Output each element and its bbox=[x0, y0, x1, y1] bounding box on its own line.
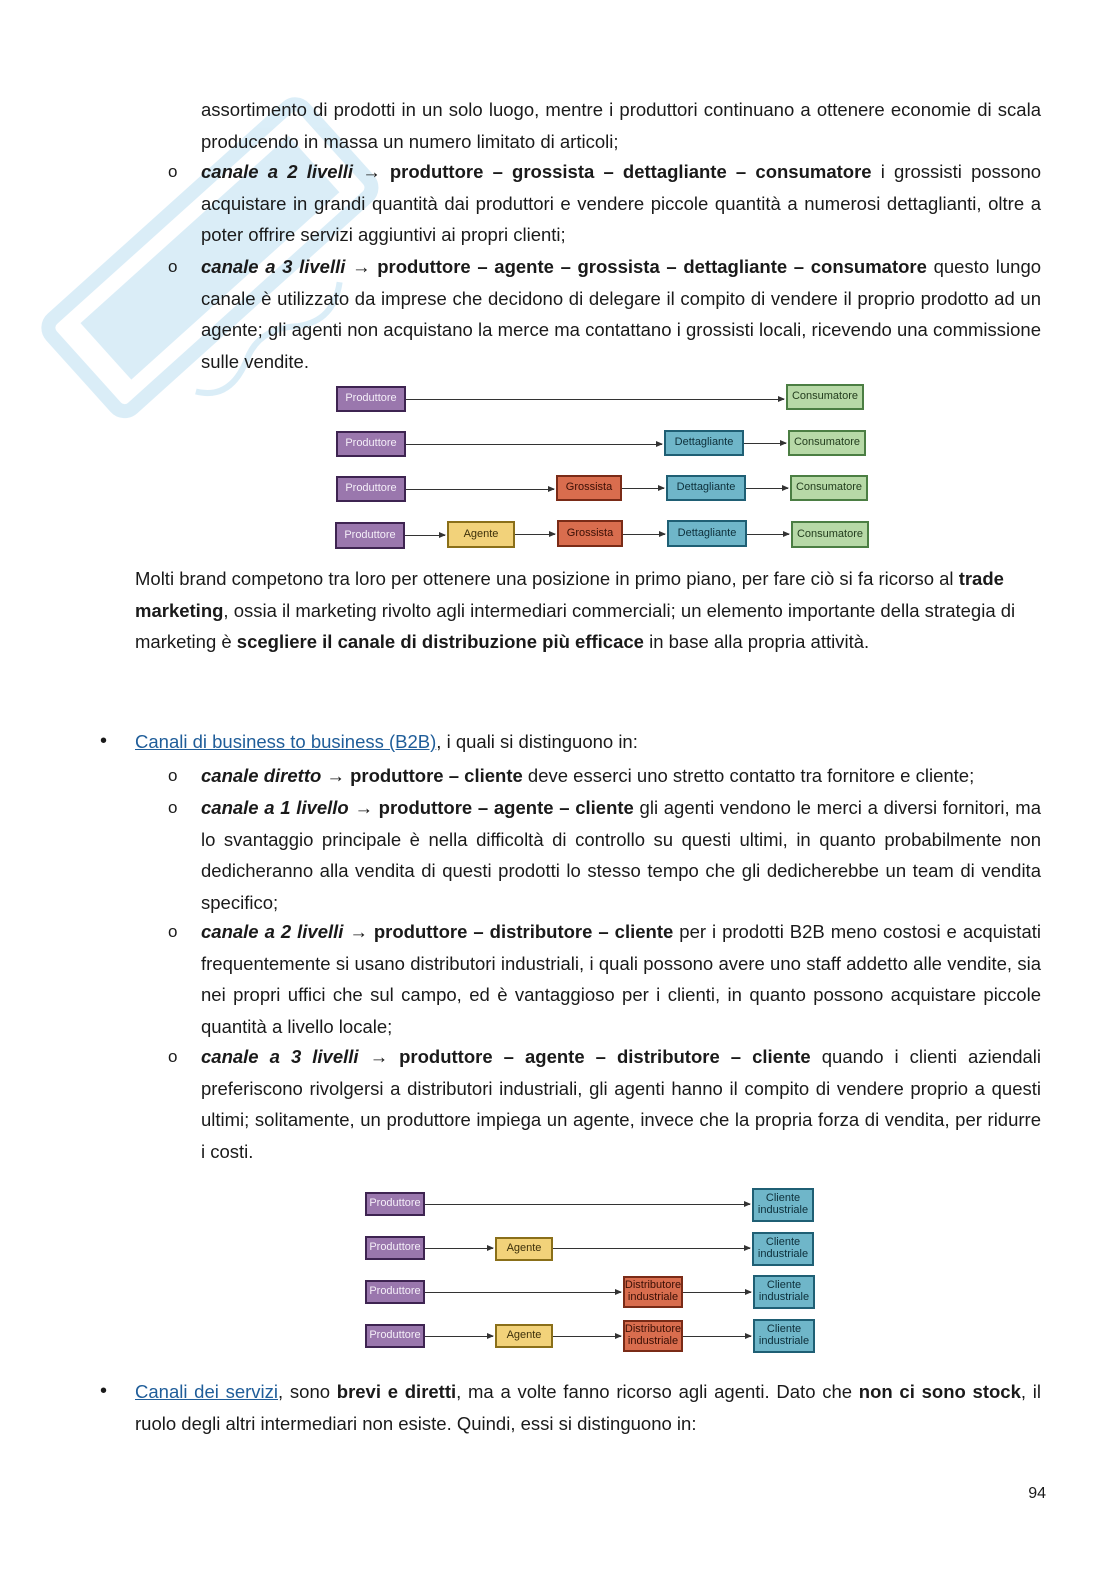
paragraph-servizi: Canali dei servizi, sono brevi e diretti, ma a volte fanno ricorso agli agenti. Dato che non ci sono stock, il ruolo degli altri intermediari non esiste. Quindi, essi si distinguono in: bbox=[135, 1381, 1041, 1434]
bullet-b2b: • bbox=[100, 730, 108, 752]
node-consumatore: Consumatore bbox=[791, 521, 869, 548]
node-dettagliante: Dettagliante bbox=[664, 430, 744, 456]
arrow bbox=[746, 488, 788, 489]
arrow bbox=[623, 534, 665, 535]
node-grossista: Grossista bbox=[557, 520, 623, 547]
node-dettagliante: Dettagliante bbox=[667, 520, 747, 547]
node-produttore: Produttore bbox=[365, 1280, 425, 1304]
arrow bbox=[622, 488, 664, 489]
link-canali-servizi[interactable]: Canali dei servizi bbox=[135, 1381, 279, 1402]
arrow bbox=[405, 535, 445, 536]
arrow bbox=[515, 534, 555, 535]
paragraph-top: assortimento di prodotti in un solo luogo, mentre i produttori continuano a ottenere economie di scala producendo in massa un numero limitato di articoli; bbox=[201, 99, 1041, 152]
node-grossista: Grossista bbox=[556, 475, 622, 501]
b2b-item-2-livelli: o canale a 2 livelli → produttore – distributore – cliente per i prodotti B2B meno costosi e acquistati frequentemente si usano distributori industriali, i quali possono avere uno staff addetto alle vendite, sia nei propri uffici che sul campo, ed è vantaggioso per i clienti, in quanto possono acquistare piccole quantità a livello locale; bbox=[201, 916, 1041, 1042]
node-consumatore: Consumatore bbox=[788, 430, 866, 456]
node-cliente-industriale: Cliente industriale bbox=[752, 1188, 814, 1222]
b2b-item-1-livello: o canale a 1 livello → produttore – agente – cliente gli agenti vendono le merci a diversi fornitori, ma lo svantaggio principale è nella difficoltà di controllo su questi ultimi, in quanto probabilmente non dedicheranno alla vendita di questi prodotti lo stesso tempo che gli dedicherebbe un team di vendita specifico; bbox=[201, 792, 1041, 918]
node-produttore: Produttore bbox=[335, 522, 405, 549]
diagram-consumer-channels bbox=[330, 382, 875, 552]
arrow bbox=[425, 1336, 493, 1337]
heading-b2b: Canali di business to business (B2B), i quali si distinguono in: bbox=[135, 731, 638, 752]
arrow bbox=[553, 1248, 750, 1249]
node-produttore: Produttore bbox=[365, 1236, 425, 1260]
node-dettagliante: Dettagliante bbox=[666, 475, 746, 501]
link-canali-b2b[interactable]: Canali di business to business (B2B) bbox=[135, 731, 437, 752]
node-distributore-industriale: Distributore industriale bbox=[623, 1276, 683, 1308]
arrow bbox=[553, 1336, 621, 1337]
page-number: 94 bbox=[1028, 1485, 1046, 1502]
node-produttore: Produttore bbox=[336, 386, 406, 412]
bullet-servizi: • bbox=[100, 1380, 108, 1402]
arrow bbox=[425, 1204, 750, 1205]
arrow bbox=[425, 1292, 621, 1293]
node-distributore-industriale: Distributore industriale bbox=[623, 1320, 683, 1352]
b2c-item-3-livelli: o canale a 3 livelli → produttore – agente – grossista – dettagliante – consumatore questo lungo canale è utilizzato da imprese che decidono di delegare il compito di vendere il proprio prodotto ad un agente; gli agenti non acquistano la merce ma contattano i grossisti locali, ricevendo una commissione sulle vendite. bbox=[201, 251, 1041, 377]
arrow bbox=[683, 1292, 751, 1293]
arrow bbox=[406, 399, 784, 400]
node-agente: Agente bbox=[495, 1324, 553, 1348]
node-produttore: Produttore bbox=[365, 1192, 425, 1216]
arrow bbox=[683, 1336, 751, 1337]
node-produttore: Produttore bbox=[336, 431, 406, 457]
arrow bbox=[406, 489, 554, 490]
b2b-item-3-livelli: o canale a 3 livelli → produttore – agente – distributore – cliente quando i clienti aziendali preferiscono rivolgersi a distributori industriali, gli agenti hanno il compito di vendere proprio a questi ultimi; solitamente, un produttore impiega un agente, invece che la propria forza di vendita, per ridurre i costi. bbox=[201, 1041, 1041, 1167]
b2b-item-diretto: o canale diretto → produttore – cliente deve esserci uno stretto contatto tra fornitore e cliente; bbox=[201, 760, 1041, 792]
diagram-b2b-channels bbox=[362, 1186, 822, 1358]
node-produttore: Produttore bbox=[365, 1324, 425, 1348]
node-produttore: Produttore bbox=[336, 476, 406, 502]
node-consumatore: Consumatore bbox=[786, 384, 864, 410]
node-cliente-industriale: Cliente industriale bbox=[753, 1319, 815, 1353]
paragraph-trade-marketing: Molti brand competono tra loro per ottenere una posizione in primo piano, per fare ciò si fa ricorso al trade marketing, ossia il marketing rivolto agli intermediari commerciali; un elemento importante della strategia di marketing è scegliere il canale di distribuzione più efficace in base alla propria attività. bbox=[135, 568, 1016, 652]
node-agente: Agente bbox=[447, 521, 515, 548]
node-cliente-industriale: Cliente industriale bbox=[752, 1232, 814, 1266]
arrow bbox=[425, 1248, 493, 1249]
arrow bbox=[747, 534, 789, 535]
node-cliente-industriale: Cliente industriale bbox=[753, 1275, 815, 1309]
arrow bbox=[406, 444, 662, 445]
node-consumatore: Consumatore bbox=[790, 475, 868, 501]
node-agente: Agente bbox=[495, 1237, 553, 1261]
arrow bbox=[744, 443, 786, 444]
b2c-item-2-livelli: o canale a 2 livelli → produttore – grossista – dettagliante – consumatore i grossisti possono acquistare in grandi quantità dai produttori e vendere piccole quantità a numerosi dettaglianti, oltre a poter offrire servizi aggiuntivi ai propri clienti; bbox=[201, 156, 1041, 251]
